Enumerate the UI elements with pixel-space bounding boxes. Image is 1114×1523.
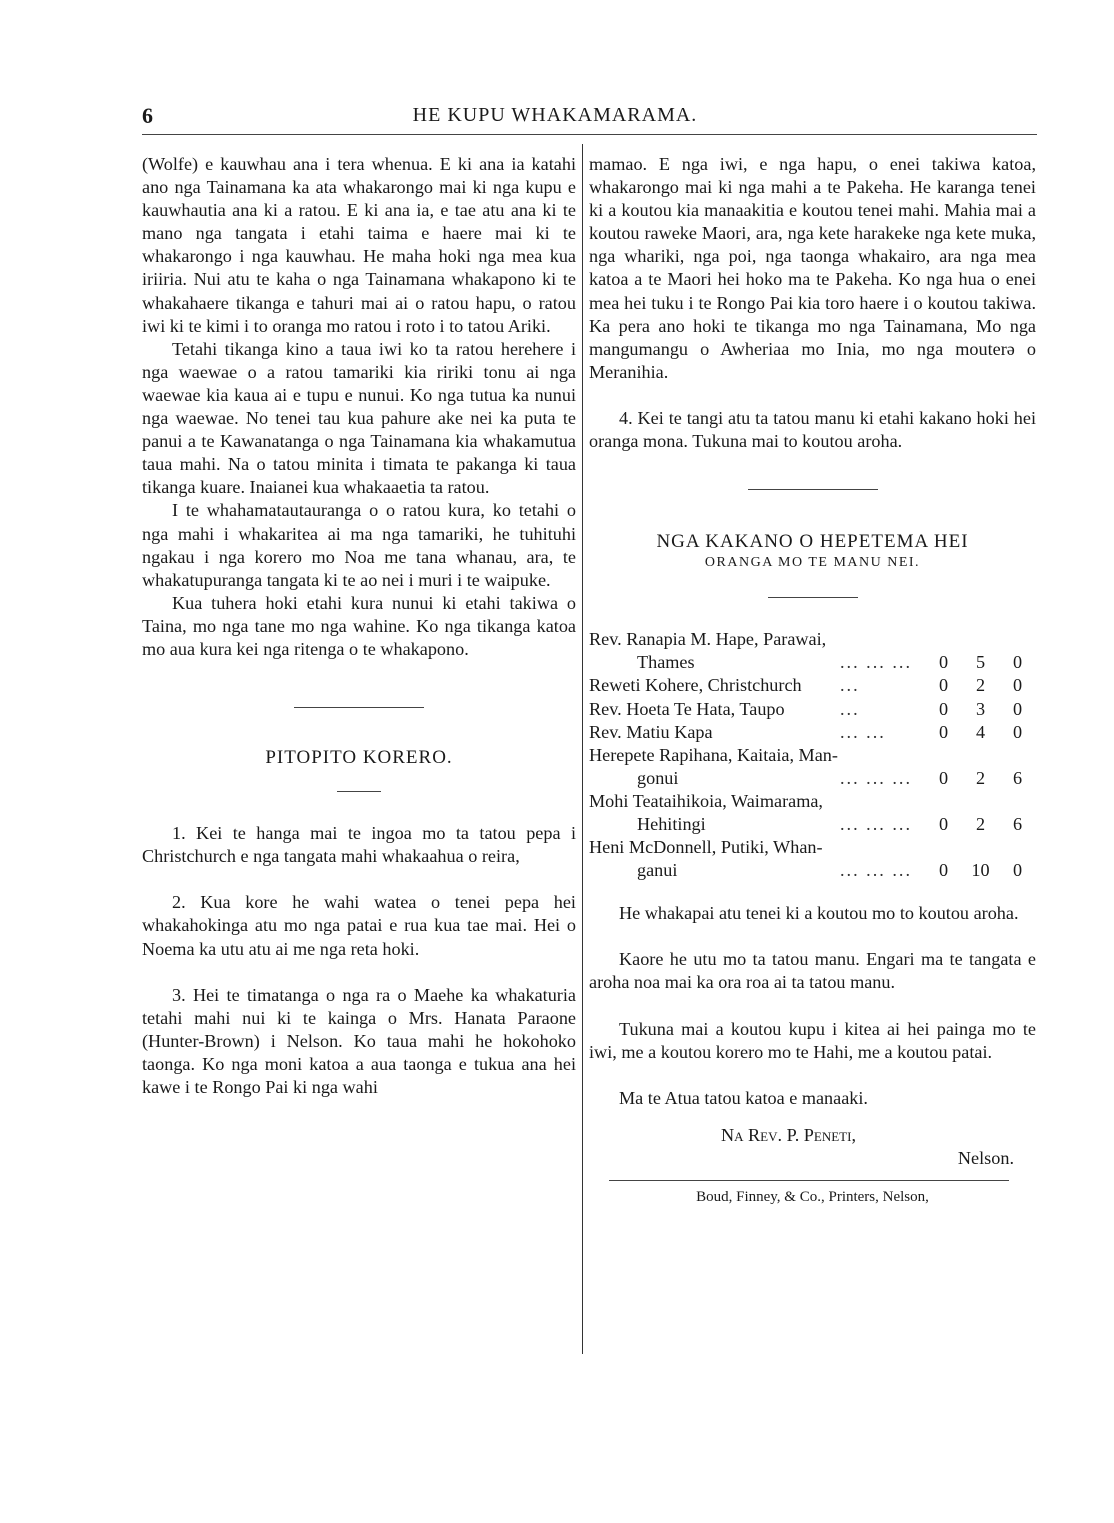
signature-name	[589, 1124, 1036, 1147]
signature-name-text: Na Rev. P. Peneti,	[720, 1124, 856, 1145]
amount-pounds: 0	[938, 675, 949, 696]
contribution-row-cont	[589, 651, 1036, 674]
signature-place: Nelson.	[957, 1147, 1014, 1168]
contribution-row-cont	[589, 813, 1036, 836]
paragraph-blessing: Ma te Atua tatou katoa e manaaki.	[619, 1087, 868, 1108]
amount-pence: 6	[1012, 813, 1023, 834]
leader-dots: ... ... ...	[839, 652, 912, 673]
paragraph-tukuna: Tukuna mai a koutou kupu i kitea ai hei painga mo te iwi, me a koutou korero mo te Hahi, me a koutou patai.	[589, 1018, 1036, 1062]
leader-dots: ... ... ...	[839, 767, 912, 788]
amount-shillings: 4	[975, 721, 986, 742]
leader-dots: ...	[839, 698, 860, 719]
contributor-name: Heni McDonnell, Putiki, Whan-	[589, 837, 823, 858]
leader-dots: ...	[839, 675, 860, 696]
contribution-row-cont	[589, 859, 1036, 882]
news-item-1: 1. Kei te hanga mai te ingoa mo ta tatou pepa i Christchurch e nga tangata mahi whakaahua o reira,	[142, 823, 576, 867]
contribution-row	[589, 836, 1036, 859]
news-item-2: 2. Kua kore he wahi watea o tenei pepa hei whakahokinga atu mo nga patai e rua kua tae mai. Hei o Noema ka utu atu ai me nga reta hoki.	[142, 892, 576, 959]
contribution-row	[589, 721, 1036, 744]
amount-pence: 0	[1012, 698, 1023, 719]
contribution-row	[589, 628, 1036, 651]
amount-pounds: 0	[938, 721, 949, 742]
paragraph-manu: Kaore he utu mo ta tatou manu. Engari ma te tangata e aroha noa mai ka ora roa ai ta tatou manu.	[589, 949, 1036, 993]
amount-pounds: 0	[938, 860, 949, 881]
contributor-name: Mohi Teataihikoia, Waimarama,	[589, 790, 823, 811]
amount-pounds: 0	[938, 652, 949, 673]
amount-shillings: 2	[975, 813, 986, 834]
news-item-4: 4. Kei te tangi atu ta tatou manu ki etahi kakano hoki hei oranga mona. Tukuna mai to koutou aroha.	[589, 407, 1036, 452]
amount-pence: 0	[1012, 675, 1023, 696]
contributor-name: Reweti Kohere, Christchurch	[589, 675, 802, 696]
contributor-name: Rev. Ranapia M. Hape, Parawai,	[589, 629, 827, 650]
contribution-row	[589, 698, 1036, 721]
contributor-name: Rev. Hoeta Te Hata, Taupo	[589, 698, 785, 719]
contribution-row	[589, 744, 1036, 767]
header-rule	[142, 134, 1037, 135]
printer-imprint: Boud, Finney, & Co., Printers, Nelson,	[696, 1189, 929, 1205]
paragraph-wolfe: (Wolfe) e kauwhau ana i tera whenua. E ki ana ia katahi ano nga Tainamana ka ata whakarongo mai ki nga kupu e kauwhautia ana ki a ratou. E ki ana ia, e tae atu ana ki te mano nga tangata i etahi taima e haere mai ki te whakarongo i nga kauwhau. He maha hoki nga mea kua iriiria. Nui atu te kaha o nga Tainamana whakapono ki te whakahaere tikanga e tahuri mai ai o ratou hapu, o ratou iwi ki te kimi i to oranga mo ratou i roto i to tatou Ariki.	[142, 154, 576, 336]
contributor-place: gonui	[637, 767, 679, 788]
amount-shillings: 2	[975, 767, 986, 788]
amount-pounds: 0	[938, 698, 949, 719]
amount-pence: 0	[1012, 860, 1023, 881]
contributor-place: ganui	[637, 860, 678, 881]
contribution-row	[589, 790, 1036, 813]
contribution-row-cont	[589, 767, 1036, 790]
paragraph-thanks: He whakapai atu tenei ki a koutou mo to koutou aroha.	[619, 903, 1019, 924]
contributions-subheading: ORANGA MO TE MANU NEI.	[704, 555, 921, 571]
contributor-place: Hehitingi	[637, 813, 706, 834]
amount-pounds: 0	[938, 813, 949, 834]
paragraph-schools: Kua tuhera hoki etahi kura nunui ki etahi takiwa o Taina, mo nga tane mo nga wahine. Ko nga tikanga katoa mo aua kura kei nga ritenga o te whakapono.	[142, 592, 576, 659]
running-title: HE KUPU WHAKAMARAMA.	[412, 104, 698, 126]
leader-dots: ... ...	[839, 721, 886, 742]
amount-pence: 0	[1012, 721, 1023, 742]
page-number: 6	[142, 103, 153, 128]
amount-shillings: 5	[975, 652, 986, 673]
amount-shillings: 2	[975, 675, 986, 696]
amount-pence: 6	[1012, 767, 1023, 788]
contributions-table	[589, 628, 1036, 882]
amount-shillings: 10	[971, 860, 990, 881]
section-heading-pitopito: PITOPITO KORERO.	[265, 747, 453, 769]
contributor-name: Rev. Matiu Kapa	[589, 721, 713, 742]
column-divider	[582, 144, 583, 1354]
paragraph-footbinding: Tetahi tikanga kino a taua iwi ko ta ratou herehere i nga waewae o a ratou tamariki kia ririki tonu ai nga waewae kia kaua ai e tupu e nunui. Ko nga tutua ka nunui nga waewae. No tenei tau kua pahure ake nei ka puta te panui a te Kawanatanga o nga Tainamana kia whakamutua taua mahi. Na o tatou minita i timata te pakanga ki taua tikanga kuare. Inaianei kua whakaaetia ta ratou.	[142, 338, 576, 498]
contribution-row	[589, 674, 1036, 697]
leader-dots: ... ... ...	[839, 860, 912, 881]
amount-pence: 0	[1012, 652, 1023, 673]
paragraph-examination: I te whahamatautauranga o o ratou kura, ko tetahi o nga mahi i whakaritea ai ma nga tamariki, he tuhituhi ngakau i nga korero mo Noa me tana whanau, ara, te whakatupuranga tangata ki te ao nei i muri i te waipuke.	[142, 500, 576, 590]
contributor-name: Herepete Rapihana, Kaitaia, Man-	[589, 744, 838, 765]
right-column	[589, 153, 1036, 1207]
amount-shillings: 3	[975, 698, 986, 719]
news-item-3: 3. Hei te timatanga o nga ra o Maehe ka whakaturia tetahi mahi nui ki te kainga o Mrs. Hanata Paraone (Hunter-Brown) i Nelson. Ko taua mahi he hokohoko taonga. Ko nga moni katoa a aua taonga e tukua ana hei kawe i te Rongo Pai ki nga wahi	[142, 984, 576, 1097]
contributor-place: Thames	[637, 652, 695, 673]
leader-dots: ... ... ...	[839, 813, 912, 834]
paragraph-mamao: mamao. E nga iwi, e nga hapu, o enei takiwa katoa, whakarongo mai ki nga mahi a te Pakeha. He karanga tenei ki a koutou kia manaakitia e koutou tenei mahi. Mahia mai a koutou raweke Maori, ara, nga kete harakeke nga kete muka, nga whariki, nga poi, nga taonga whakairo, ara nga mea katoa a te Maori hei hoko ma te Pakeha. Ko nga hua o enei mea hei tuku i te Rongo Pai kia toro haere i o koutou takiwa. Ka pera ano hoki te tikanga mo nga Tainamana, Mo nga mangumangu o Awheriaa mo Inia, mo nga mouterə o Meranihia.	[589, 154, 1036, 382]
left-column	[142, 153, 576, 1099]
contributions-heading: NGA KAKANO O HEPETEMA HEI	[656, 531, 969, 553]
amount-pounds: 0	[938, 767, 949, 788]
